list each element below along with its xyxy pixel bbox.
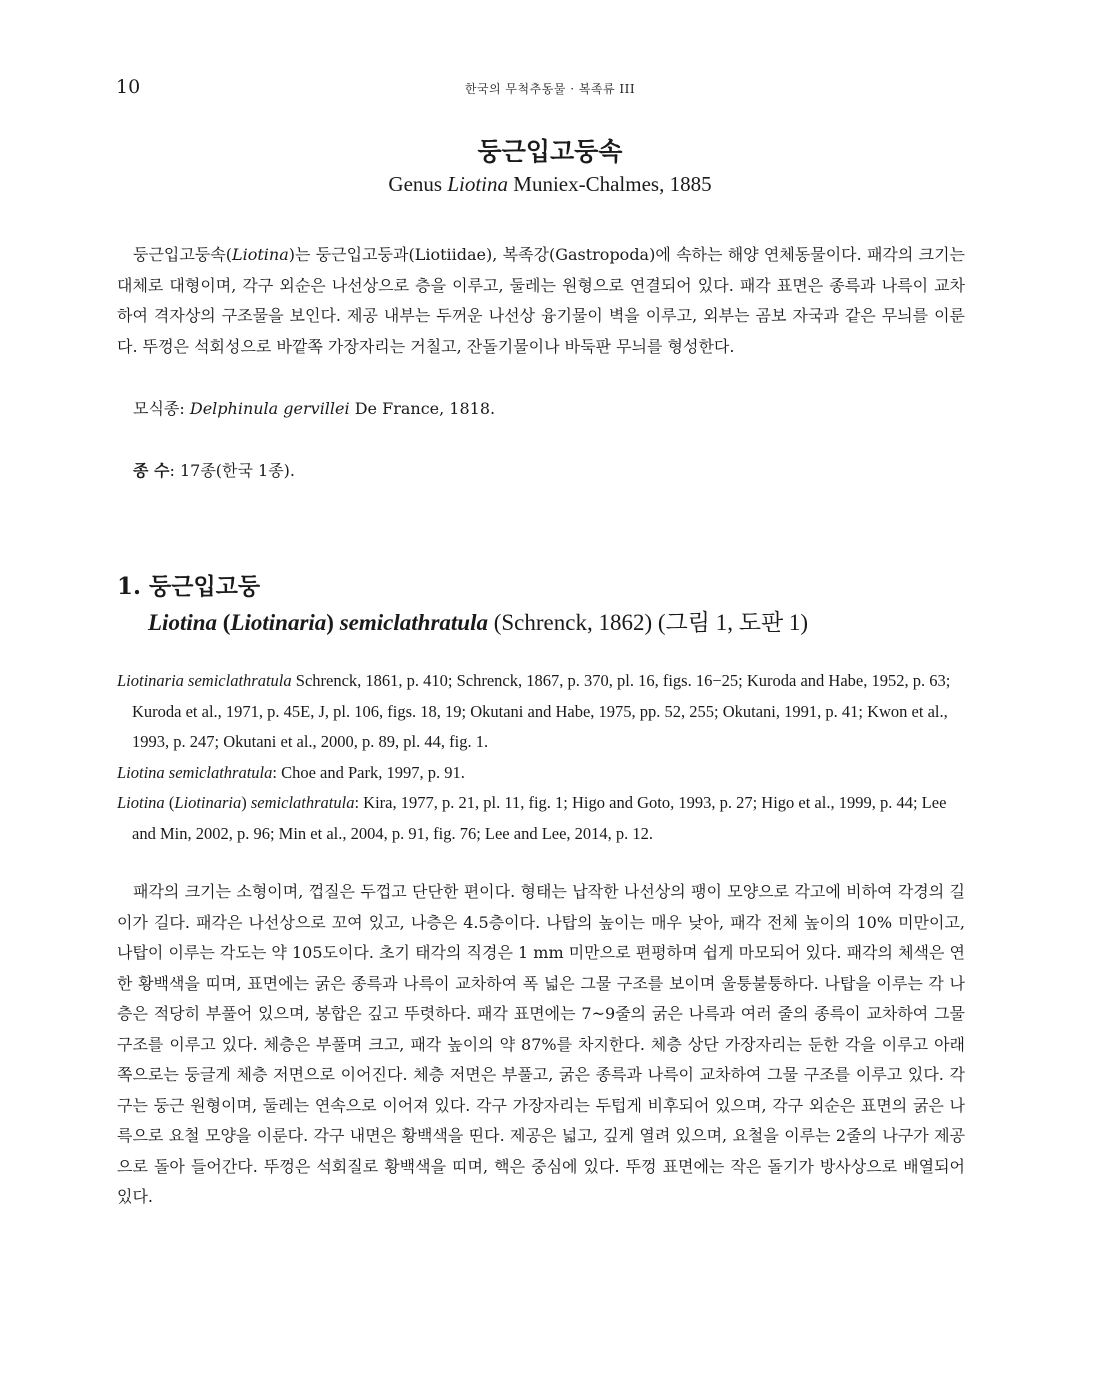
type-species <box>133 396 495 419</box>
genus-author: Muniex-Chalmes, 1885 <box>513 172 712 196</box>
genus-description <box>117 240 965 362</box>
synonym-refs: : Choe and Park, 1997, p. 91. <box>272 762 465 782</box>
genus-desc-genus: Liotina <box>231 245 289 264</box>
species-genus: Liotina <box>148 610 218 635</box>
species-description: 패각의 크기는 소형이며, 껍질은 두껍고 단단한 편이다. 형태는 납작한 나선상의 팽이 모양으로 각고에 비하여 각경의 길이가 길다. 패각은 나선상으로 꼬여 있고, 나층은 4.5층이다. 나탑의 높이는 매우 낮아, 패각 전체 높이의 10% 미만이고, 나탑이 이루는 각도는 약 105도이다. 초기 태각의 직경은 1 mm 미만으로 편평하며 쉽게 마모되어 있다. 패각의 체색은 연한 황백색을 띠며, 표면에는 굵은 종륵과 나륵이 교차하여 폭 넓은 그물 구조를 보이며 울퉁불퉁하다. 나탑을 이루는 각 나층은 적당히 부풀어 있으며, 봉합은 깊고 뚜렷하다. 패각 표면에는 7~9줄의 굵은 나륵과 여러 줄의 종륵이 교차하여 그물 구조를 이루고 있다. 체층은 부풀며 크고, 패각 높이의 약 87%를 차지한다. 체층 상단 가장자리는 둔한 각을 이루고 아래쪽으로는 둥글게 체층 저면으로 이어진다. 체층 저면은 부풀고, 굵은 종륵과 나륵이 교차하여 그물 구조를 이루고 있다. 각구는 둥근 원형이며, 둘레는 연속으로 이어져 있다. 각구 가장자리는 두텁게 비후되어 있으며, 각구 외순은 표면의 굵은 나륵으로 요철 모양을 이룬다. 각구 내면은 황백색을 띤다. 제공은 넓고, 깊게 열려 있으며, 요철을 이루는 2줄의 나구가 제공으로 돌아 들어간다. 뚜껑은 석회질로 황백색을 띠며, 핵은 중심에 있다. 뚜껑 표면에는 작은 돌기가 방사상으로 배열되어 있다. <box>117 882 965 1206</box>
genus-prefix: Genus <box>388 172 443 196</box>
synonym-epithet: semiclathratula <box>250 793 355 813</box>
genus-title-korean: 둥근입고둥속 <box>477 137 623 166</box>
genus-title-latin <box>0 172 1100 197</box>
species-subgenus: Liotinaria <box>230 610 327 635</box>
page-number: 10 <box>116 76 141 98</box>
type-species-name: Delphinula gervillei <box>189 399 350 418</box>
species-name-korean: 둥근입고둥 <box>149 573 261 600</box>
synonym-refs: : Kira, 1977, p. 21, pl. 11, fig. 1; Higo and Goto, 1993, p. 27; Higo et al., 1999, p. 44; Lee and Min, 2002, p. 96; Min et al., 2004, p. 91, fig. 76; Lee and Lee, 2014, p. 12. <box>132 793 947 843</box>
species-heading <box>117 568 260 601</box>
species-author: (Schrenck, 1862) <box>493 610 653 635</box>
synonym-subgenus: Liotinaria <box>174 793 242 813</box>
type-species-author: De France, 1818. <box>354 399 496 418</box>
type-species-label: 모식종: <box>133 399 185 418</box>
species-scientific-name: Liotina (Liotinaria) semiclathratula (Schrenck, 1862) (그림 1, 도판 1) <box>148 610 809 635</box>
synonymy-entry <box>117 666 965 758</box>
species-count <box>133 458 295 481</box>
species-count-label: 종 수 <box>133 461 170 480</box>
genus-name: Liotina <box>447 172 509 196</box>
species-epithet: semiclathratula <box>339 610 488 635</box>
species-figure-ref: (그림 1, 도판 1) <box>657 610 809 635</box>
genus-desc-lead: 둥근입고둥속( <box>133 245 232 264</box>
genus-desc-text: )는 둥근입고둥과(Liotiidae), 복족강(Gastropoda)에 속하는 해양 연체동물이다. 패각의 크기는 대체로 대형이며, 각구 외순은 나선상으로 층을 이루고, 둘레는 원형으로 연결되어 있다. 패각 표면은 종륵과 나륵이 교차하여 격자상의 구조물을 보인다. 제공 내부는 두꺼운 나선상 융기물이 벽을 이루고, 외부는 곰보 자국과 같은 무늬를 이룬다. 뚜껑은 석회성으로 바깥쪽 가장자리는 거칠고, 잔돌기물이나 바둑판 무늬를 형성한다. <box>117 245 965 356</box>
synonymy-entry: Liotina (Liotinaria) semiclathratula: Kira, 1977, p. 21, pl. 11, fig. 1; Higo and Goto, 1993, p. 27; Higo et al., 1999, p. 44; Lee and Min, 2002, p. 96; Min et al., 2004, p. 91, fig. 76; Lee and Lee, 2014, p. 12. <box>117 793 947 843</box>
synonymy-entry <box>117 758 965 789</box>
synonym-genus: Liotina <box>117 793 165 813</box>
running-title: 한국의 무척추동물 · 복족류 III <box>464 82 636 96</box>
synonym-name: Liotina semiclathratula <box>117 762 273 782</box>
synonym-name: Liotinaria semiclathratula <box>117 671 292 690</box>
synonymy-list <box>117 666 965 850</box>
species-count-value: : 17종(한국 1종). <box>169 461 295 480</box>
synonym-refs: Schrenck, 1861, p. 410; Schrenck, 1867, p. 370, pl. 16, figs. 16−25; Kuroda and Habe, 1952, p. 63; Kuroda et al., 1971, p. 45E, J, pl. 106, figs. 18, 19; Okutani and Habe, 1975, pp. 52, 255; Okutani, 1991, p. 41; Kwon et al., 1993, p. 247; Okutani et al., 2000, p. 89, pl. 44, fig. 1. <box>132 671 951 752</box>
species-number: 1. <box>117 573 142 600</box>
